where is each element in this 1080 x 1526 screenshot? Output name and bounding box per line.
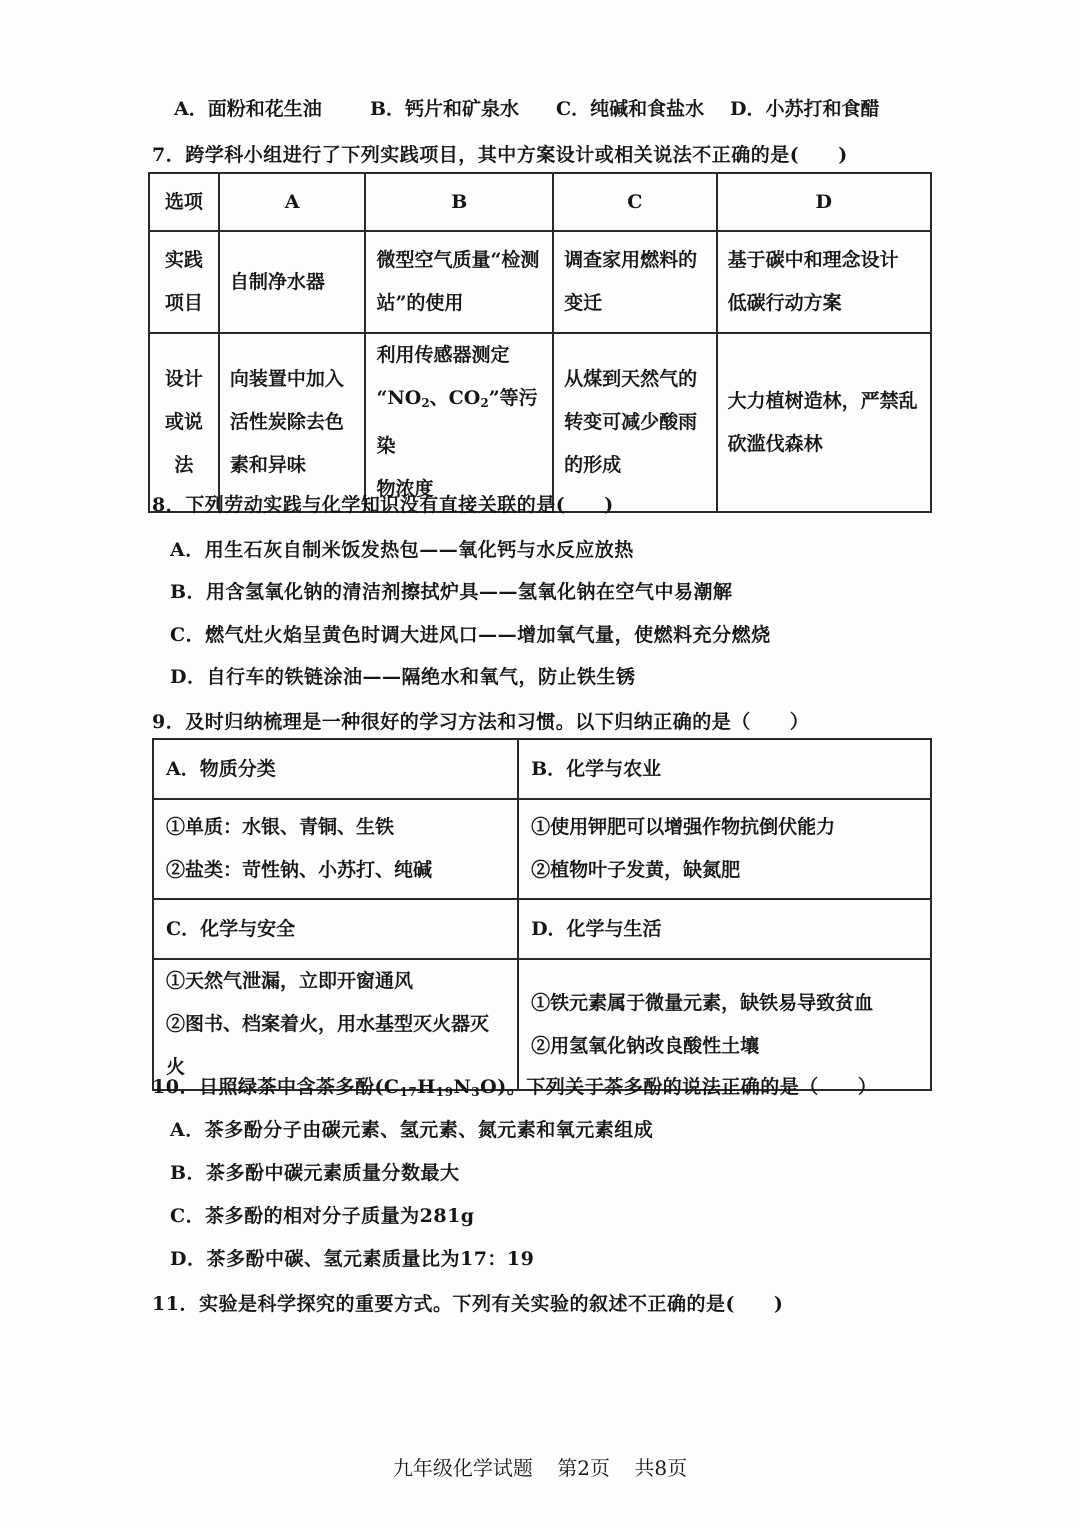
q10-option-b: B．茶多酚中碳元素质量分数最大 <box>170 1162 460 1184</box>
q9-row-ab-title <box>153 739 931 799</box>
q9-d-items: ①铁元素属于微量元素，缺铁易导致贫血 ②用氢氧化钠改良酸性土壤 <box>518 959 931 1090</box>
q7-practice-label: 实践 项目 <box>149 231 219 333</box>
q7-practice-a: 自制净水器 <box>219 231 366 333</box>
q7-design-row <box>149 333 931 512</box>
q7-header-d: D <box>717 173 931 231</box>
q7-design-a: 向装置中加入 活性炭除去色 素和异味 <box>219 333 366 512</box>
q6-option-d: D．小苏打和食醋 <box>730 98 880 120</box>
q7-design-d: 大力植树造林，严禁乱 砍滥伐森林 <box>717 333 931 512</box>
q8-option-c: C．燃气灶火焰呈黄色时调大进风口——增加氧气量，使燃料充分燃烧 <box>170 624 771 646</box>
q7-header-a: A <box>219 173 366 231</box>
q9-row-cd-title <box>153 899 931 959</box>
q7-header-b: B <box>365 173 553 231</box>
footer-page-number: 第2页 <box>557 1456 610 1480</box>
q7-design-c: 从煤到天然气的 转变可减少酸雨 的形成 <box>553 333 717 512</box>
q9-a-items: ①单质：水银、青铜、生铁 ②盐类：苛性钠、小苏打、纯碱 <box>153 799 518 899</box>
q8-option-d: D．自行车的铁链涂油——隔绝水和氧气，防止铁生锈 <box>170 666 636 688</box>
q9-stem: 9．及时归纳梳理是一种很好的学习方法和习惯。以下归纳正确的是（ ） <box>152 711 810 733</box>
q9-b-items: ①使用钾肥可以增强作物抗倒伏能力 ②植物叶子发黄，缺氮肥 <box>518 799 931 899</box>
q9-row-cd-items <box>153 959 931 1090</box>
q10-option-c: C．茶多酚的相对分子质量为281g <box>170 1205 475 1227</box>
q9-b-title: B．化学与农业 <box>518 739 931 799</box>
q9-c-items: ①天然气泄漏，立即开窗通风 ②图书、档案着火，用水基型灭火器灭火 <box>153 959 518 1090</box>
q10-stem: 10．日照绿茶中含茶多酚$(C_{17}H_{19}N_3O)$。下列关于茶多酚的说法正确的是（ ） <box>152 1076 878 1099</box>
q6-option-c: C．纯碱和食盐水 <box>556 98 705 120</box>
q7-practice-d: 基于碳中和理念设计 低碳行动方案 <box>717 231 931 333</box>
q7-header-c: C <box>553 173 717 231</box>
q6-option-a: A．面粉和花生油 <box>174 98 322 120</box>
q9-table <box>152 738 932 1091</box>
q9-d-title: D．化学与生活 <box>518 899 931 959</box>
q7-practice-row <box>149 231 931 333</box>
q9-row-ab-items <box>153 799 931 899</box>
q10-option-a: A．茶多酚分子由碳元素、氢元素、氮元素和氧元素组成 <box>170 1119 654 1141</box>
q7-header-row <box>149 173 931 231</box>
q7-table <box>148 172 932 513</box>
q7-design-b-formula: “$NO_2$、$CO_2$”等污染 <box>376 387 538 457</box>
q9-a-title: A．物质分类 <box>153 739 518 799</box>
q7-practice-c: 调查家用燃料的 变迁 <box>553 231 717 333</box>
q8-stem: 8．下列劳动实践与化学知识没有直接关联的是( ) <box>152 494 614 516</box>
q11-stem: 11．实验是科学探究的重要方式。下列有关实验的叙述不正确的是( ) <box>152 1293 784 1315</box>
q7-stem: 7．跨学科小组进行了下列实践项目，其中方案设计或相关说法不正确的是( ) <box>152 144 848 166</box>
q7-design-b: 利用传感器测定 “$NO_2$、$CO_2$”等污染 物浓度 <box>365 333 553 512</box>
q6-option-b: B．钙片和矿泉水 <box>370 98 520 120</box>
footer-subject: 九年级化学试题 <box>392 1456 533 1480</box>
q10-option-d: D．茶多酚中碳、氢元素质量比为17：19 <box>170 1248 535 1270</box>
page-footer <box>0 1452 1080 1481</box>
q8-option-a: A．用生石灰自制米饭发热包——氧化钙与水反应放热 <box>170 539 634 561</box>
q8-option-b: B．用含氢氧化钠的清洁剂擦拭炉具——氢氧化钠在空气中易潮解 <box>170 581 733 603</box>
q7-header-option: 选项 <box>149 173 219 231</box>
q7-design-label: 设计 或说 法 <box>149 333 219 512</box>
footer-total-pages: 共8页 <box>634 1456 688 1480</box>
q7-practice-b: 微型空气质量“检测 站”的使用 <box>365 231 553 333</box>
q9-c-title: C．化学与安全 <box>153 899 518 959</box>
